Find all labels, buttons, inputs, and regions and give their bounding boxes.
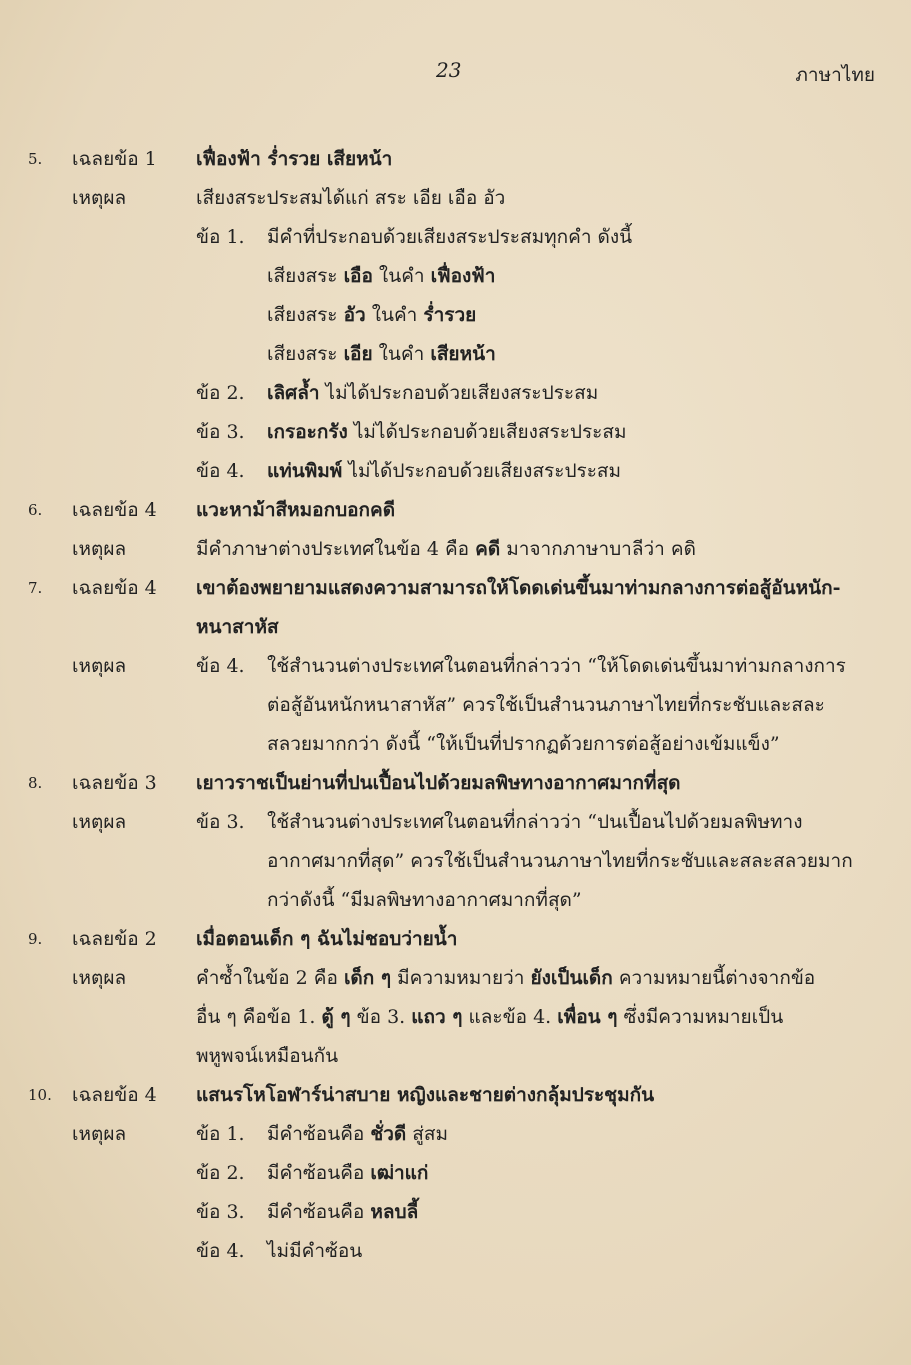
option-label: ข้อ 4.: [196, 1240, 245, 1262]
line-text: เฟื่องฟ้า ร่ำรวย เสียหน้า: [196, 148, 393, 170]
line-text: หนาสาหัส: [196, 616, 279, 638]
line-label: เฉลยข้อ 4: [72, 1084, 157, 1106]
question-number: 10.: [28, 1086, 52, 1104]
question-number: 5.: [28, 150, 43, 168]
line-text: แวะหาม้าสีหมอกบอกคดี: [196, 499, 396, 521]
line-text: เสียงสระประสมได้แก่ สระ เอีย เอือ อัว: [196, 187, 506, 209]
text-line: [0, 729, 911, 768]
line-text: แสนรโหโอฬาร์น่าสบาย หญิงและชายต่างกลุ้มประชุมกัน: [196, 1084, 655, 1106]
text-line: [0, 651, 911, 690]
text-line: [0, 1197, 911, 1236]
text-line: [0, 768, 911, 807]
line-label: เฉลยข้อ 3: [72, 772, 157, 794]
page-number: 23: [436, 58, 462, 82]
indented-text: สลวยมากกว่า ดังนี้ “ให้เป็นที่ปรากฏด้วยการต่อสู้อย่างเข้มแข็ง”: [267, 733, 780, 755]
option-label: ข้อ 1.: [196, 226, 245, 248]
option-text: มีคำซ้อนคือ ชั่วดี สู่สม: [267, 1123, 449, 1145]
option-text: มีคำซ้อนคือ หลบลี้: [267, 1201, 419, 1223]
indented-text: เสียงสระ เอือ ในคำ เฟื่องฟ้า: [267, 265, 496, 287]
text-line: [0, 612, 911, 651]
text-line: [0, 1119, 911, 1158]
line-text: เขาต้องพยายามแสดงความสามารถให้โดดเด่นขึ้นมาท่ามกลางการต่อสู้อันหนัก-: [196, 577, 841, 599]
option-label: ข้อ 2.: [196, 1162, 245, 1184]
subject-title: ภาษาไทย: [795, 64, 875, 86]
option-text: ไม่มีคำซ้อน: [267, 1240, 363, 1262]
line-label: เฉลยข้อ 2: [72, 928, 157, 950]
text-line: [0, 183, 911, 222]
text-line: [0, 924, 911, 963]
indented-text: กว่าดังนี้ “มีมลพิษทางอากาศมากที่สุด”: [267, 889, 582, 911]
question-number: 8.: [28, 774, 43, 792]
question-number: 7.: [28, 579, 43, 597]
line-label: เหตุผล: [72, 655, 127, 677]
indented-text: เสียงสระ อัว ในคำ ร่ำรวย: [267, 304, 477, 326]
option-label: ข้อ 4.: [196, 655, 245, 677]
text-line: [0, 456, 911, 495]
text-line: [0, 495, 911, 534]
text-line: [0, 417, 911, 456]
option-text: เลิศล้ำ ไม่ได้ประกอบด้วยเสียงสระประสม: [267, 382, 599, 404]
text-line: [0, 846, 911, 885]
option-text: มีคำที่ประกอบด้วยเสียงสระประสมทุกคำ ดังนี้: [267, 226, 633, 248]
line-text: คำซ้ำในข้อ 2 คือ เด็ก ๆ มีความหมายว่า ยังเป็นเด็ก ความหมายนี้ต่างจากข้อ: [196, 967, 816, 989]
line-text: มีคำภาษาต่างประเทศในข้อ 4 คือ คดี มาจากภาษาบาลีว่า คดิ: [196, 538, 696, 560]
line-text: อื่น ๆ คือข้อ 1. ตู้ ๆ ข้อ 3. แถว ๆ และข้อ 4. เพื่อน ๆ ซึ่งมีความหมายเป็น: [196, 1006, 784, 1028]
text-line: [0, 573, 911, 612]
option-label: ข้อ 1.: [196, 1123, 245, 1145]
indented-text: อากาศมากที่สุด” ควรใช้เป็นสำนวนภาษาไทยที่กระชับและสละสลวยมาก: [267, 850, 853, 872]
option-text: ใช้สำนวนต่างประเทศในตอนที่กล่าวว่า “ปนเปื้อนไปด้วยมลพิษทาง: [267, 811, 803, 833]
text-line: [0, 378, 911, 417]
indented-text: ต่อสู้อันหนักหนาสาหัส” ควรใช้เป็นสำนวนภาษาไทยที่กระชับและสละ: [267, 694, 825, 716]
option-label: ข้อ 4.: [196, 460, 245, 482]
line-text: พหูพจน์เหมือนกัน: [196, 1045, 339, 1067]
line-label: เหตุผล: [72, 187, 127, 209]
text-line: [0, 963, 911, 1002]
line-text: เมื่อตอนเด็ก ๆ ฉันไม่ชอบว่ายน้ำ: [196, 928, 458, 950]
question-number: 6.: [28, 501, 43, 519]
question-number: 9.: [28, 930, 43, 948]
option-text: ใช้สำนวนต่างประเทศในตอนที่กล่าวว่า “ให้โดดเด่นขึ้นมาท่ามกลางการ: [267, 655, 846, 677]
indented-text: เสียงสระ เอีย ในคำ เสียหน้า: [267, 343, 496, 365]
text-line: [0, 1236, 911, 1275]
answer-key-content: [0, 144, 911, 1275]
line-label: เหตุผล: [72, 967, 127, 989]
text-line: [0, 807, 911, 846]
line-label: เฉลยข้อ 4: [72, 499, 157, 521]
text-line: [0, 261, 911, 300]
line-label: เหตุผล: [72, 538, 127, 560]
line-label: เหตุผล: [72, 811, 127, 833]
text-line: [0, 1080, 911, 1119]
text-line: [0, 339, 911, 378]
text-line: [0, 885, 911, 924]
option-label: ข้อ 3.: [196, 1201, 245, 1223]
line-label: เหตุผล: [72, 1123, 127, 1145]
option-text: มีคำซ้อนคือ เฒ่าแก่: [267, 1162, 429, 1184]
text-line: [0, 300, 911, 339]
text-line: [0, 222, 911, 261]
text-line: [0, 1158, 911, 1197]
text-line: [0, 1002, 911, 1041]
page-header: [0, 58, 911, 88]
text-line: [0, 1041, 911, 1080]
line-text: เยาวราชเป็นย่านที่ปนเปื้อนไปด้วยมลพิษทางอากาศมากที่สุด: [196, 772, 681, 794]
text-line: [0, 690, 911, 729]
line-label: เฉลยข้อ 4: [72, 577, 157, 599]
text-line: [0, 534, 911, 573]
option-text: แท่นพิมพ์ ไม่ได้ประกอบด้วยเสียงสระประสม: [267, 460, 622, 482]
option-label: ข้อ 3.: [196, 421, 245, 443]
option-label: ข้อ 2.: [196, 382, 245, 404]
option-text: เกรอะกรัง ไม่ได้ประกอบด้วยเสียงสระประสม: [267, 421, 627, 443]
option-label: ข้อ 3.: [196, 811, 245, 833]
line-label: เฉลยข้อ 1: [72, 148, 157, 170]
text-line: [0, 144, 911, 183]
